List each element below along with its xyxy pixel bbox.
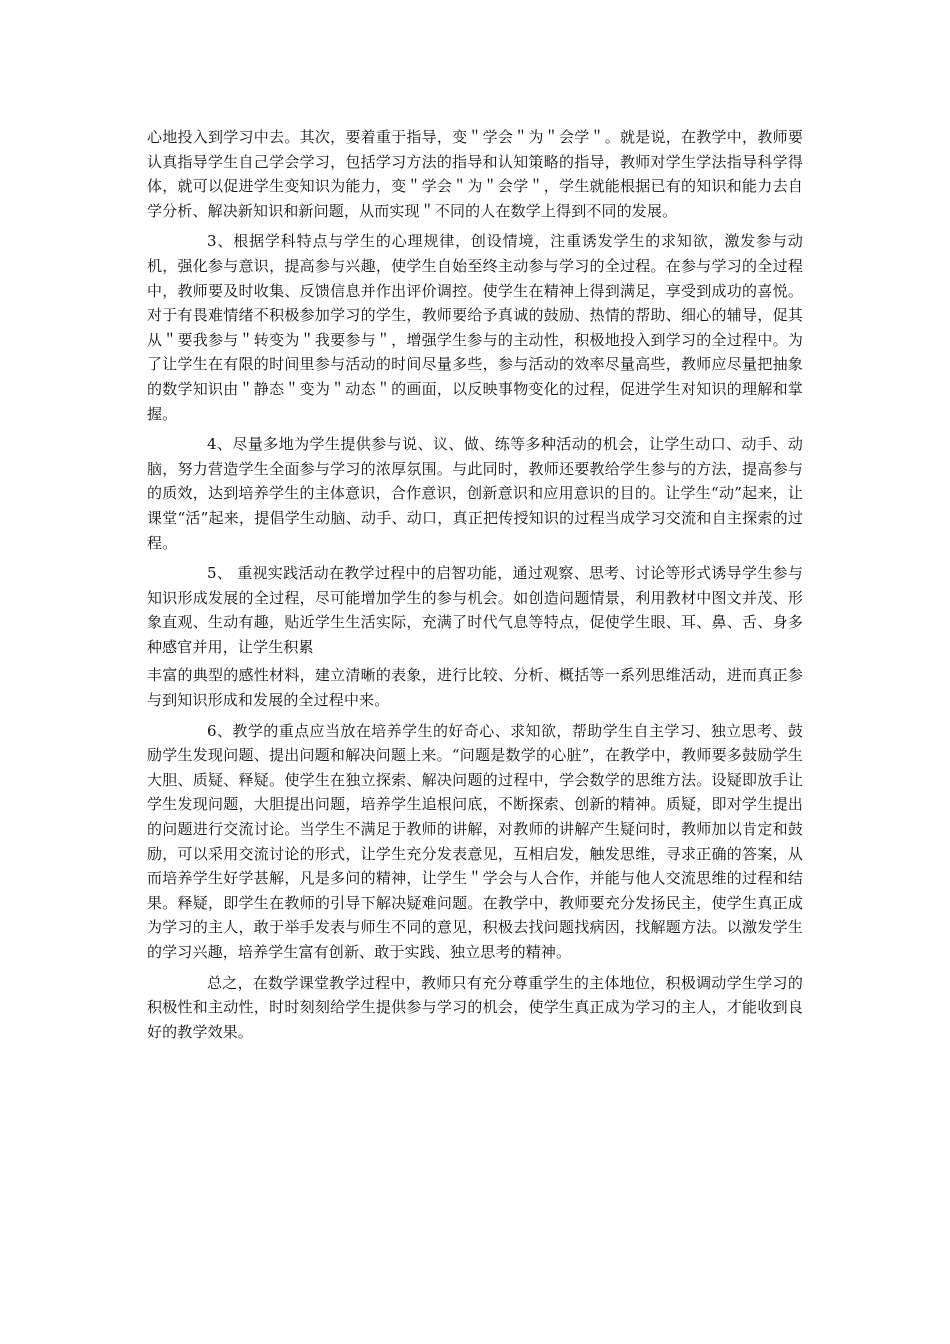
paragraph-continuation: 心地投入到学习中去。其次，要着重于指导，变＂学会＂为＂会学＂。就是说，在教学中，教师要认真指导学生自己学会学习，包括学习方法的指导和认知策略的指导，教师对学生学法指导科学得体，就可以促进学生变知识为能力，变＂学会＂为＂会学＂，学生就能根据已有的知识和能力去自学分析、解决新知识和新问题，从而实现＂不同的人在数学上得到不同的发展。 xyxy=(147,128,803,220)
paragraph-point-3: 3、根据学科特点与学生的心理规律，创设情境，注重诱发学生的求知欲，激发参与动机，强化参与意识，提高参与兴趣，使学生自始至终主动参与学习的全过程。在参与学习的全过程中，教师要及时收集、反馈信息并作出评价调控。使学生在精神上得到满足，享受到成功的喜悦。对于有畏难情绪不积极参加学习的学生，教师要给予真诚的鼓励、热情的帮助、细心的辅导，促其从＂要我参与＂转变为＂我要参与＂，增强学生参与的主动性，积极地投入到学习的全过程中。为了让学生在有限的时间里参与活动的时间尽量多些，参与活动的效率尽量高些，教师应尽量把抽象的数学知识由＂静态＂变为＂动态＂的画面，以反映事物变化的过程，促进学生对知识的理解和掌握。 xyxy=(147,232,803,423)
paragraph-point-6: 6、教学的重点应当放在培养学生的好奇心、求知欲，帮助学生自主学习、独立思考、鼓励学生发现问题、提出问题和解决问题上来。“问题是数学的心脏”，在教学中，教师要多鼓励学生大胆、质疑、释疑。使学生在独立探索、解决问题的过程中，学会数学的思维方法。设疑即放手让学生发现问题，大胆提出问题，培养学生追根问底，不断探索、创新的精神。质疑，即对学生提出的问题进行交流讨论。当学生不满足于教师的讲解，对教师的讲解产生疑问时，教师加以肯定和鼓励，可以采用交流讨论的形式，让学生充分发表意见，互相启发，触发思维，寻求正确的答案，从而培养学生好学甚解，凡是多问的精神，让学生＂学会与人合作，并能与他人交流思维的过程和结果。释疑，即学生在教师的引导下解决疑难问题。在教学中，教师要充分发扬民主，使学生真正成为学习的主人，敢于举手发表与师生不同的意见，积极去找问题找病因，找解题方法。以激发学生的学习兴趣，培养学生富有创新、敢于实践、独立思考的精神。 xyxy=(147,721,803,961)
paragraph-point-4: 4、尽量多地为学生提供参与说、议、做、练等多种活动的机会，让学生动口、动手、动脑，努力营造学生全面参与学习的浓厚氛围。与此同时，教师还要教给学生参与的方法，提高参与的质效，达到培养学生的主体意识，合作意识，创新意识和应用意识的目的。让学生“动”起来，让课堂“活”起来，提倡学生动脑、动手、动口，真正把传授知识的过程当成学习交流和自主探索的过程。 xyxy=(147,435,803,552)
paragraph-summary: 总之，在数学课堂教学过程中，教师只有充分尊重学生的主体地位，积极调动学生学习的积极性和主动性，时时刻刻给学生提供参与学习的机会，使学生真正成为学习的主人，才能收到良好的教学效果。 xyxy=(147,973,803,1041)
document-body xyxy=(147,125,803,1044)
paragraph-point-5: 5、 重视实践活动在教学过程中的启智功能，通过观察、思考、讨论等形式诱导学生参与知识形成发展的全过程，尽可能增加学生的参与机会。如创造问题情景，利用教材中图文并茂、形象直观、生动有趣，贴近学生生活实际，充满了时代气息等特点，促使学生眼、耳、鼻、舌、身多种感官并用，让学生积累 xyxy=(147,564,803,656)
paragraph-point-5-continued: 丰富的典型的感性材料，建立清晰的表象，进行比较、分析、概括等一系列思维活动，进而真正参与到知识形成和发展的全过程中来。 xyxy=(147,666,803,710)
